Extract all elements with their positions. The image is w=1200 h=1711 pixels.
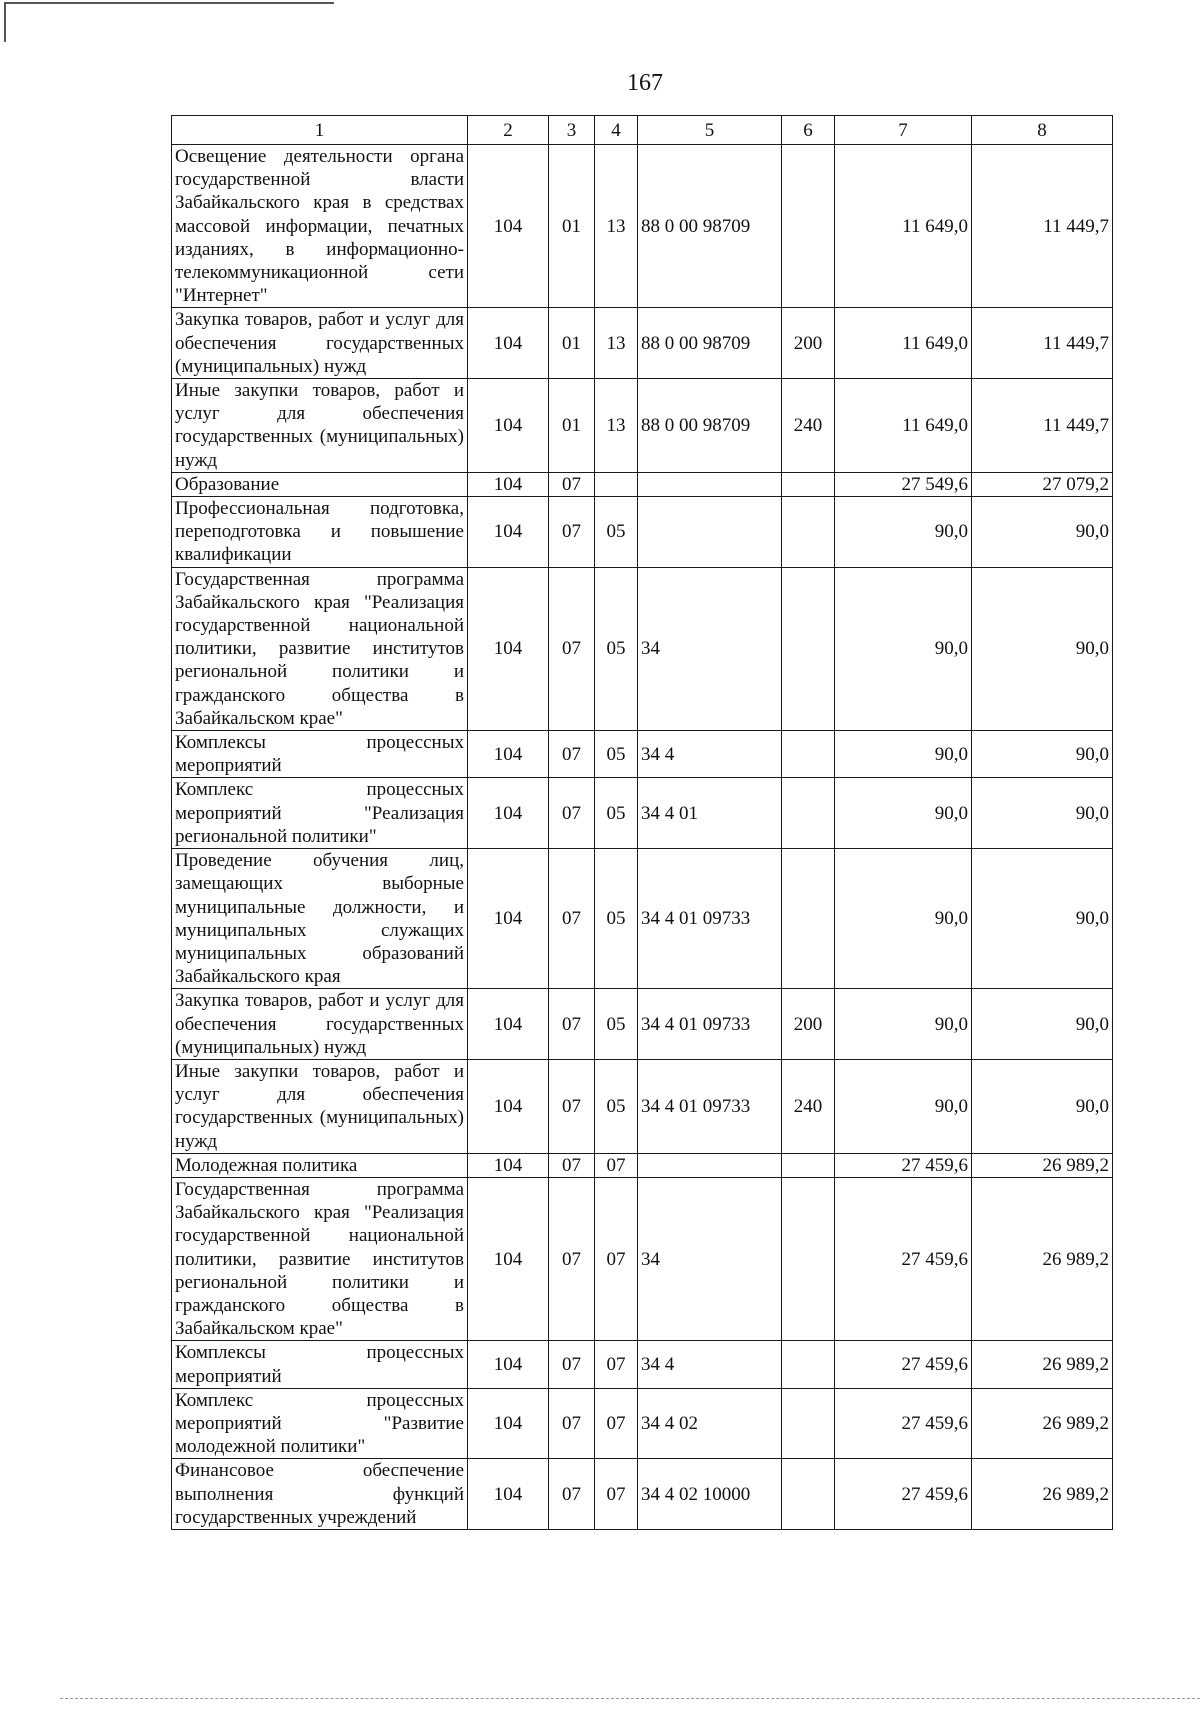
item-name-cell: Финансовое обеспечение выполнения функций государственных учреждений xyxy=(172,1459,468,1530)
amount-year1-cell: 90,0 xyxy=(835,1059,972,1153)
expense-type-cell: 200 xyxy=(782,308,835,379)
subsection-code-cell: 05 xyxy=(595,497,638,568)
section-code-cell: 01 xyxy=(549,308,595,379)
amount-year1-cell: 27 459,6 xyxy=(835,1341,972,1388)
amount-year1-cell: 90,0 xyxy=(835,731,972,778)
target-article-cell xyxy=(638,497,782,568)
subsection-code-cell: 05 xyxy=(595,567,638,730)
admin-code-cell: 104 xyxy=(468,778,549,849)
amount-year2-cell: 26 989,2 xyxy=(972,1388,1113,1459)
admin-code-cell: 104 xyxy=(468,1153,549,1177)
target-article-cell: 88 0 00 98709 xyxy=(638,308,782,379)
table-row xyxy=(172,308,1113,379)
table-row xyxy=(172,379,1113,473)
expense-type-cell xyxy=(782,1153,835,1177)
expense-type-cell xyxy=(782,567,835,730)
header-cell: 6 xyxy=(782,116,835,145)
admin-code-cell: 104 xyxy=(468,472,549,496)
admin-code-cell: 104 xyxy=(468,731,549,778)
admin-code-cell: 104 xyxy=(468,567,549,730)
admin-code-cell: 104 xyxy=(468,1459,549,1530)
item-name-cell: Комплексы процессных мероприятий xyxy=(172,1341,468,1388)
scan-edge-bottom xyxy=(60,1698,1200,1699)
item-name-cell: Молодежная политика xyxy=(172,1153,468,1177)
amount-year2-cell: 90,0 xyxy=(972,1059,1113,1153)
section-code-cell: 01 xyxy=(549,145,595,308)
amount-year1-cell: 27 459,6 xyxy=(835,1153,972,1177)
header-cell: 3 xyxy=(549,116,595,145)
expense-type-cell: 240 xyxy=(782,1059,835,1153)
header-cell: 8 xyxy=(972,116,1113,145)
item-name-cell: Государственная программа Забайкальского края "Реализация государственной национальной политики, развитие институтов региональной политики и гражданского общества в Забайкальском крае" xyxy=(172,1177,468,1340)
amount-year2-cell: 90,0 xyxy=(972,731,1113,778)
amount-year2-cell: 11 449,7 xyxy=(972,145,1113,308)
table-row xyxy=(172,849,1113,989)
table-row xyxy=(172,1177,1113,1340)
item-name-cell: Комплекс процессных мероприятий "Развитие молодежной политики" xyxy=(172,1388,468,1459)
amount-year2-cell: 27 079,2 xyxy=(972,472,1113,496)
subsection-code-cell: 07 xyxy=(595,1388,638,1459)
admin-code-cell: 104 xyxy=(468,1177,549,1340)
header-cell: 5 xyxy=(638,116,782,145)
amount-year2-cell: 26 989,2 xyxy=(972,1341,1113,1388)
amount-year1-cell: 90,0 xyxy=(835,849,972,989)
subsection-code-cell: 05 xyxy=(595,778,638,849)
section-code-cell: 07 xyxy=(549,497,595,568)
expense-type-cell xyxy=(782,1177,835,1340)
target-article-cell: 34 4 01 09733 xyxy=(638,849,782,989)
table-row xyxy=(172,145,1113,308)
expense-type-cell xyxy=(782,1459,835,1530)
admin-code-cell: 104 xyxy=(468,849,549,989)
amount-year1-cell: 90,0 xyxy=(835,778,972,849)
subsection-code-cell: 05 xyxy=(595,989,638,1060)
item-name-cell: Проведение обучения лиц, замещающих выборные муниципальные должности, и муниципальных служащих муниципальных образований Забайкальского края xyxy=(172,849,468,989)
admin-code-cell: 104 xyxy=(468,989,549,1060)
amount-year2-cell: 90,0 xyxy=(972,497,1113,568)
table-row xyxy=(172,472,1113,496)
subsection-code-cell: 07 xyxy=(595,1177,638,1340)
expense-type-cell xyxy=(782,731,835,778)
section-code-cell: 07 xyxy=(549,1153,595,1177)
section-code-cell: 07 xyxy=(549,1059,595,1153)
expense-type-cell xyxy=(782,1341,835,1388)
admin-code-cell: 104 xyxy=(468,1059,549,1153)
subsection-code-cell: 05 xyxy=(595,1059,638,1153)
subsection-code-cell: 13 xyxy=(595,379,638,473)
subsection-code-cell: 07 xyxy=(595,1341,638,1388)
admin-code-cell: 104 xyxy=(468,497,549,568)
target-article-cell xyxy=(638,472,782,496)
table-row xyxy=(172,1388,1113,1459)
subsection-code-cell: 13 xyxy=(595,308,638,379)
item-name-cell: Государственная программа Забайкальского края "Реализация государственной национальной политики, развитие институтов региональной политики и гражданского общества в Забайкальском крае" xyxy=(172,567,468,730)
page-number: 167 xyxy=(627,70,663,96)
table-body xyxy=(172,116,1113,1530)
amount-year1-cell: 11 649,0 xyxy=(835,308,972,379)
amount-year2-cell: 26 989,2 xyxy=(972,1177,1113,1340)
subsection-code-cell: 07 xyxy=(595,1153,638,1177)
amount-year1-cell: 90,0 xyxy=(835,989,972,1060)
table-row xyxy=(172,1153,1113,1177)
target-article-cell: 34 xyxy=(638,567,782,730)
amount-year2-cell: 90,0 xyxy=(972,778,1113,849)
table-row xyxy=(172,1341,1113,1388)
item-name-cell: Иные закупки товаров, работ и услуг для обеспечения государственных (муниципальных) нужд xyxy=(172,379,468,473)
expense-type-cell xyxy=(782,497,835,568)
subsection-code-cell: 05 xyxy=(595,731,638,778)
amount-year1-cell: 27 549,6 xyxy=(835,472,972,496)
admin-code-cell: 104 xyxy=(468,1341,549,1388)
target-article-cell: 34 4 02 xyxy=(638,1388,782,1459)
amount-year2-cell: 90,0 xyxy=(972,567,1113,730)
item-name-cell: Комплексы процессных мероприятий xyxy=(172,731,468,778)
section-code-cell: 07 xyxy=(549,849,595,989)
section-code-cell: 01 xyxy=(549,379,595,473)
item-name-cell: Закупка товаров, работ и услуг для обеспечения государственных (муниципальных) нужд xyxy=(172,308,468,379)
amount-year1-cell: 11 649,0 xyxy=(835,379,972,473)
target-article-cell: 34 4 02 10000 xyxy=(638,1459,782,1530)
admin-code-cell: 104 xyxy=(468,1388,549,1459)
target-article-cell: 88 0 00 98709 xyxy=(638,145,782,308)
header-cell: 7 xyxy=(835,116,972,145)
amount-year2-cell: 90,0 xyxy=(972,849,1113,989)
table-header-row xyxy=(172,116,1113,145)
subsection-code-cell xyxy=(595,472,638,496)
table-row xyxy=(172,1459,1113,1530)
amount-year1-cell: 27 459,6 xyxy=(835,1459,972,1530)
subsection-code-cell: 07 xyxy=(595,1459,638,1530)
budget-table xyxy=(171,115,1113,1530)
amount-year2-cell: 26 989,2 xyxy=(972,1153,1113,1177)
admin-code-cell: 104 xyxy=(468,379,549,473)
item-name-cell: Закупка товаров, работ и услуг для обеспечения государственных (муниципальных) нужд xyxy=(172,989,468,1060)
amount-year1-cell: 27 459,6 xyxy=(835,1177,972,1340)
section-code-cell: 07 xyxy=(549,1459,595,1530)
table-row xyxy=(172,1059,1113,1153)
header-cell: 1 xyxy=(172,116,468,145)
section-code-cell: 07 xyxy=(549,731,595,778)
expense-type-cell xyxy=(782,472,835,496)
subsection-code-cell: 05 xyxy=(595,849,638,989)
section-code-cell: 07 xyxy=(549,1388,595,1459)
target-article-cell: 34 4 xyxy=(638,731,782,778)
expense-type-cell xyxy=(782,778,835,849)
target-article-cell xyxy=(638,1153,782,1177)
item-name-cell: Профессиональная подготовка, переподготовка и повышение квалификации xyxy=(172,497,468,568)
target-article-cell: 34 4 xyxy=(638,1341,782,1388)
section-code-cell: 07 xyxy=(549,989,595,1060)
amount-year1-cell: 90,0 xyxy=(835,567,972,730)
table-row xyxy=(172,989,1113,1060)
target-article-cell: 88 0 00 98709 xyxy=(638,379,782,473)
amount-year2-cell: 90,0 xyxy=(972,989,1113,1060)
expense-type-cell xyxy=(782,849,835,989)
section-code-cell: 07 xyxy=(549,472,595,496)
header-cell: 4 xyxy=(595,116,638,145)
admin-code-cell: 104 xyxy=(468,145,549,308)
target-article-cell: 34 4 01 09733 xyxy=(638,989,782,1060)
amount-year1-cell: 11 649,0 xyxy=(835,145,972,308)
amount-year1-cell: 27 459,6 xyxy=(835,1388,972,1459)
item-name-cell: Образование xyxy=(172,472,468,496)
expense-type-cell: 240 xyxy=(782,379,835,473)
expense-type-cell xyxy=(782,1388,835,1459)
target-article-cell: 34 xyxy=(638,1177,782,1340)
target-article-cell: 34 4 01 xyxy=(638,778,782,849)
table-row xyxy=(172,731,1113,778)
section-code-cell: 07 xyxy=(549,1177,595,1340)
item-name-cell: Комплекс процессных мероприятий "Реализация региональной политики" xyxy=(172,778,468,849)
subsection-code-cell: 13 xyxy=(595,145,638,308)
section-code-cell: 07 xyxy=(549,1341,595,1388)
section-code-cell: 07 xyxy=(549,567,595,730)
amount-year2-cell: 26 989,2 xyxy=(972,1459,1113,1530)
target-article-cell: 34 4 01 09733 xyxy=(638,1059,782,1153)
header-cell: 2 xyxy=(468,116,549,145)
table-row xyxy=(172,567,1113,730)
scan-edge-top xyxy=(4,2,334,4)
table-row xyxy=(172,497,1113,568)
expense-type-cell xyxy=(782,145,835,308)
section-code-cell: 07 xyxy=(549,778,595,849)
scan-edge-left xyxy=(4,2,6,42)
item-name-cell: Освещение деятельности органа государственной власти Забайкальского края в средствах массовой информации, печатных изданиях, в информационно-телекоммуникационной сети "Интернет" xyxy=(172,145,468,308)
amount-year1-cell: 90,0 xyxy=(835,497,972,568)
admin-code-cell: 104 xyxy=(468,308,549,379)
item-name-cell: Иные закупки товаров, работ и услуг для обеспечения государственных (муниципальных) нужд xyxy=(172,1059,468,1153)
table-row xyxy=(172,778,1113,849)
amount-year2-cell: 11 449,7 xyxy=(972,308,1113,379)
expense-type-cell: 200 xyxy=(782,989,835,1060)
amount-year2-cell: 11 449,7 xyxy=(972,379,1113,473)
